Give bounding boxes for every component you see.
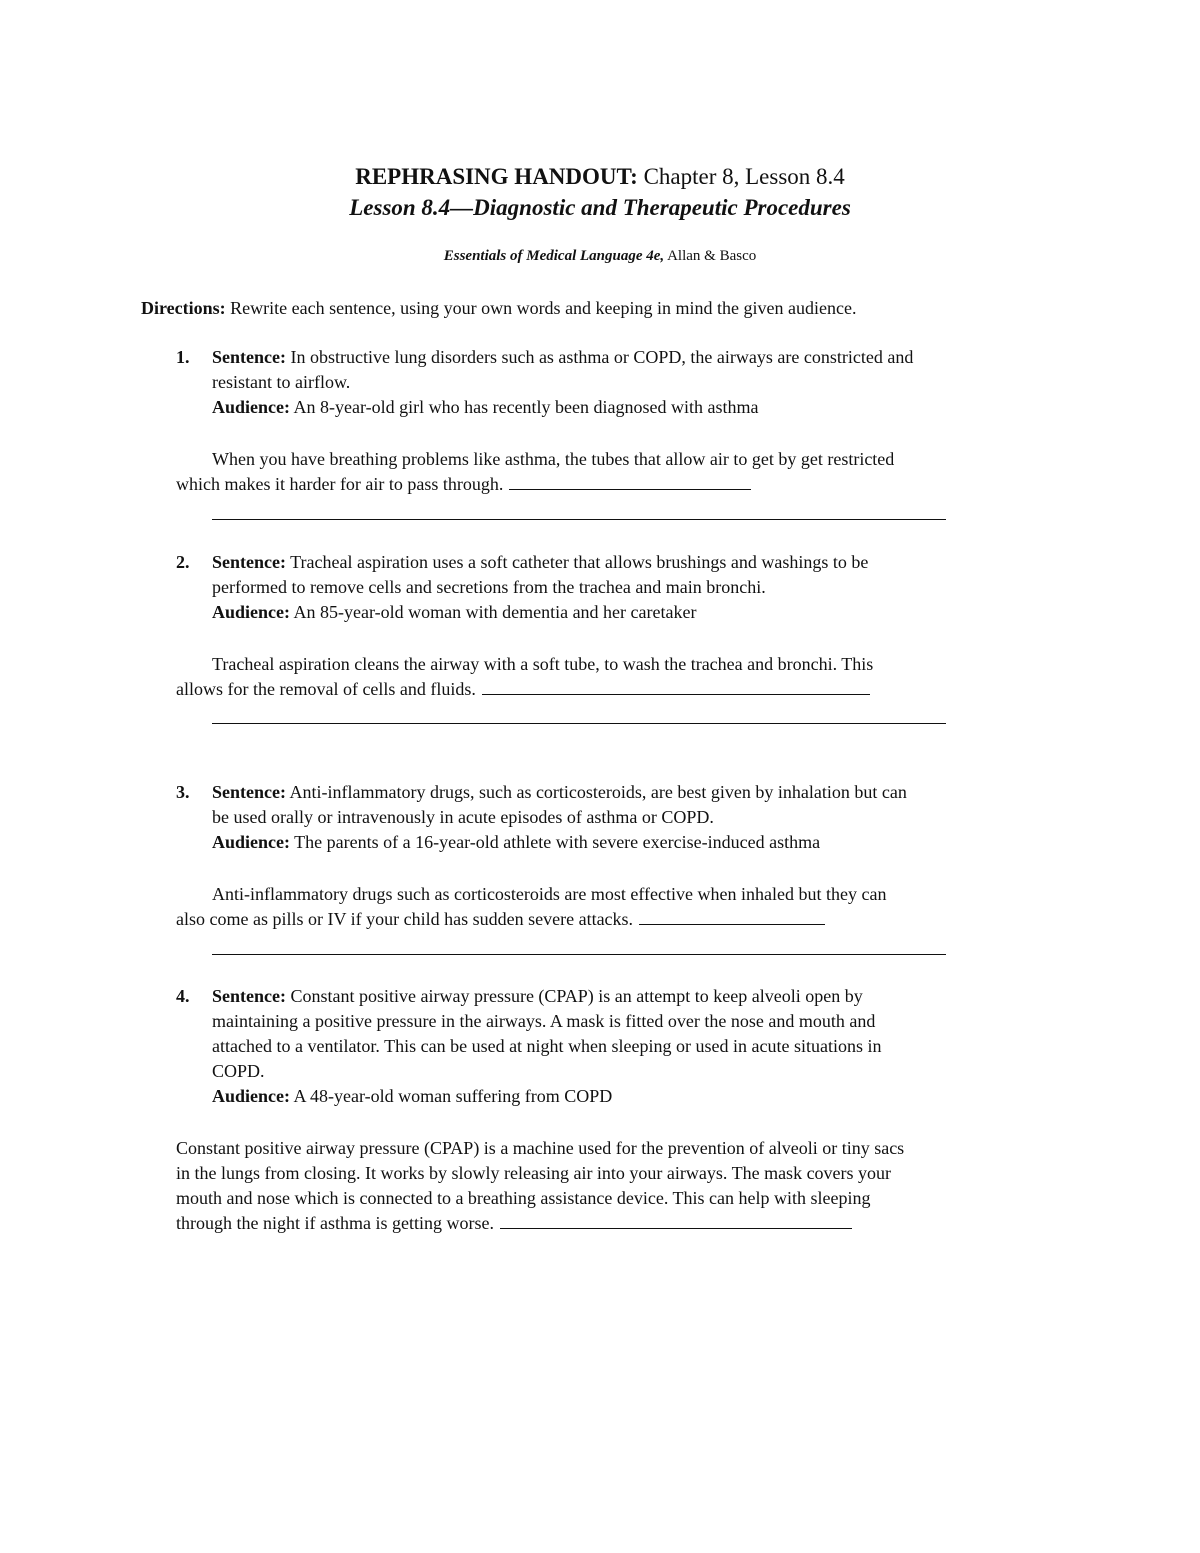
- audience-label: Audience:: [212, 602, 290, 622]
- audience-label: Audience:: [212, 397, 290, 417]
- source-authors: Allan & Basco: [664, 248, 757, 264]
- sentence-text: attached to a ventilator. This can be used at night when sleeping or used in acute situations in: [212, 1036, 882, 1056]
- question-item-2: [176, 550, 1076, 625]
- lesson-subtitle: Lesson 8.4—Diagnostic and Therapeutic Procedures: [349, 195, 851, 220]
- sentence-text: In obstructive lung disorders such as asthma or COPD, the airways are constricted and: [285, 347, 914, 367]
- answer-text: allows for the removal of cells and fluids.: [176, 679, 476, 699]
- audience-label: Audience:: [212, 1086, 290, 1106]
- answer-text: Constant positive airway pressure (CPAP) is a machine used for the prevention of alveoli or tiny sacs: [176, 1138, 905, 1158]
- answer-text: Anti-inflammatory drugs such as corticosteroids are most effective when inhaled but they can: [212, 884, 887, 904]
- question-item-1: [176, 345, 1076, 420]
- answer-text: When you have breathing problems like asthma, the tubes that allow air to get by get restricted: [212, 449, 895, 469]
- answer-text: in the lungs from closing. It works by slowly releasing air into your airways. The mask covers your: [176, 1163, 892, 1183]
- audience-text: A 48-year-old woman suffering from COPD: [290, 1086, 613, 1106]
- answer-4: [176, 1136, 1076, 1236]
- answer-rule[interactable]: [212, 954, 946, 955]
- answer-3: [176, 882, 1076, 932]
- source-book: Essentials of Medical Language 4e,: [443, 248, 665, 264]
- page-title: [0, 162, 1200, 192]
- sentence-text: Anti-inflammatory drugs, such as corticosteroids, are best given by inhalation but can: [285, 782, 907, 802]
- answer-text: Tracheal aspiration cleans the airway with a soft tube, to wash the trachea and bronchi. This: [212, 654, 874, 674]
- answer-rule[interactable]: [212, 723, 946, 724]
- answer-rule[interactable]: [212, 519, 946, 520]
- directions: [141, 296, 856, 320]
- answer-2: [176, 652, 1076, 702]
- directions-label: Directions:: [141, 298, 226, 318]
- answer-blank[interactable]: [639, 907, 825, 925]
- sentence-text: Constant positive airway pressure (CPAP) is an attempt to keep alveoli open by: [285, 986, 863, 1006]
- answer-blank[interactable]: [500, 1211, 852, 1229]
- sentence-text: be used orally or intravenously in acute episodes of asthma or COPD.: [212, 807, 714, 827]
- question-item-3: [176, 780, 1076, 855]
- answer-text: mouth and nose which is connected to a breathing assistance device. This can help with sleeping: [176, 1188, 871, 1208]
- directions-text: Rewrite each sentence, using your own words and keeping in mind the given audience.: [225, 298, 857, 318]
- sentence-label: Sentence:: [212, 986, 286, 1006]
- sentence-label: Sentence:: [212, 552, 286, 572]
- title-bold: REPHRASING HANDOUT:: [355, 164, 638, 189]
- audience-text: An 8-year-old girl who has recently been diagnosed with asthma: [290, 397, 759, 417]
- title-rest: Chapter 8, Lesson 8.4: [637, 164, 845, 189]
- answer-text: through the night if asthma is getting worse.: [176, 1213, 494, 1233]
- sentence-text: Tracheal aspiration uses a soft catheter that allows brushings and washings to be: [285, 552, 869, 572]
- sentence-text: performed to remove cells and secretions from the trachea and main bronchi.: [212, 577, 766, 597]
- audience-text: The parents of a 16-year-old athlete with severe exercise-induced asthma: [290, 832, 821, 852]
- audience-text: An 85-year-old woman with dementia and her caretaker: [290, 602, 697, 622]
- sentence-label: Sentence:: [212, 347, 286, 367]
- answer-text: also come as pills or IV if your child has sudden severe attacks.: [176, 909, 634, 929]
- item-number: 1.: [176, 347, 190, 367]
- audience-label: Audience:: [212, 832, 290, 852]
- sentence-label: Sentence:: [212, 782, 286, 802]
- answer-1: [176, 447, 1076, 497]
- answer-blank[interactable]: [509, 472, 751, 490]
- source-citation: [0, 246, 1200, 266]
- item-number: 4.: [176, 986, 190, 1006]
- sentence-text: COPD.: [212, 1061, 265, 1081]
- sentence-text: resistant to airflow.: [212, 372, 351, 392]
- item-number: 3.: [176, 782, 190, 802]
- sentence-text: maintaining a positive pressure in the airways. A mask is fitted over the nose and mouth and: [212, 1011, 876, 1031]
- answer-blank[interactable]: [482, 677, 870, 695]
- question-item-4: [176, 984, 1076, 1109]
- answer-text: which makes it harder for air to pass through.: [176, 474, 504, 494]
- item-number: 2.: [176, 552, 190, 572]
